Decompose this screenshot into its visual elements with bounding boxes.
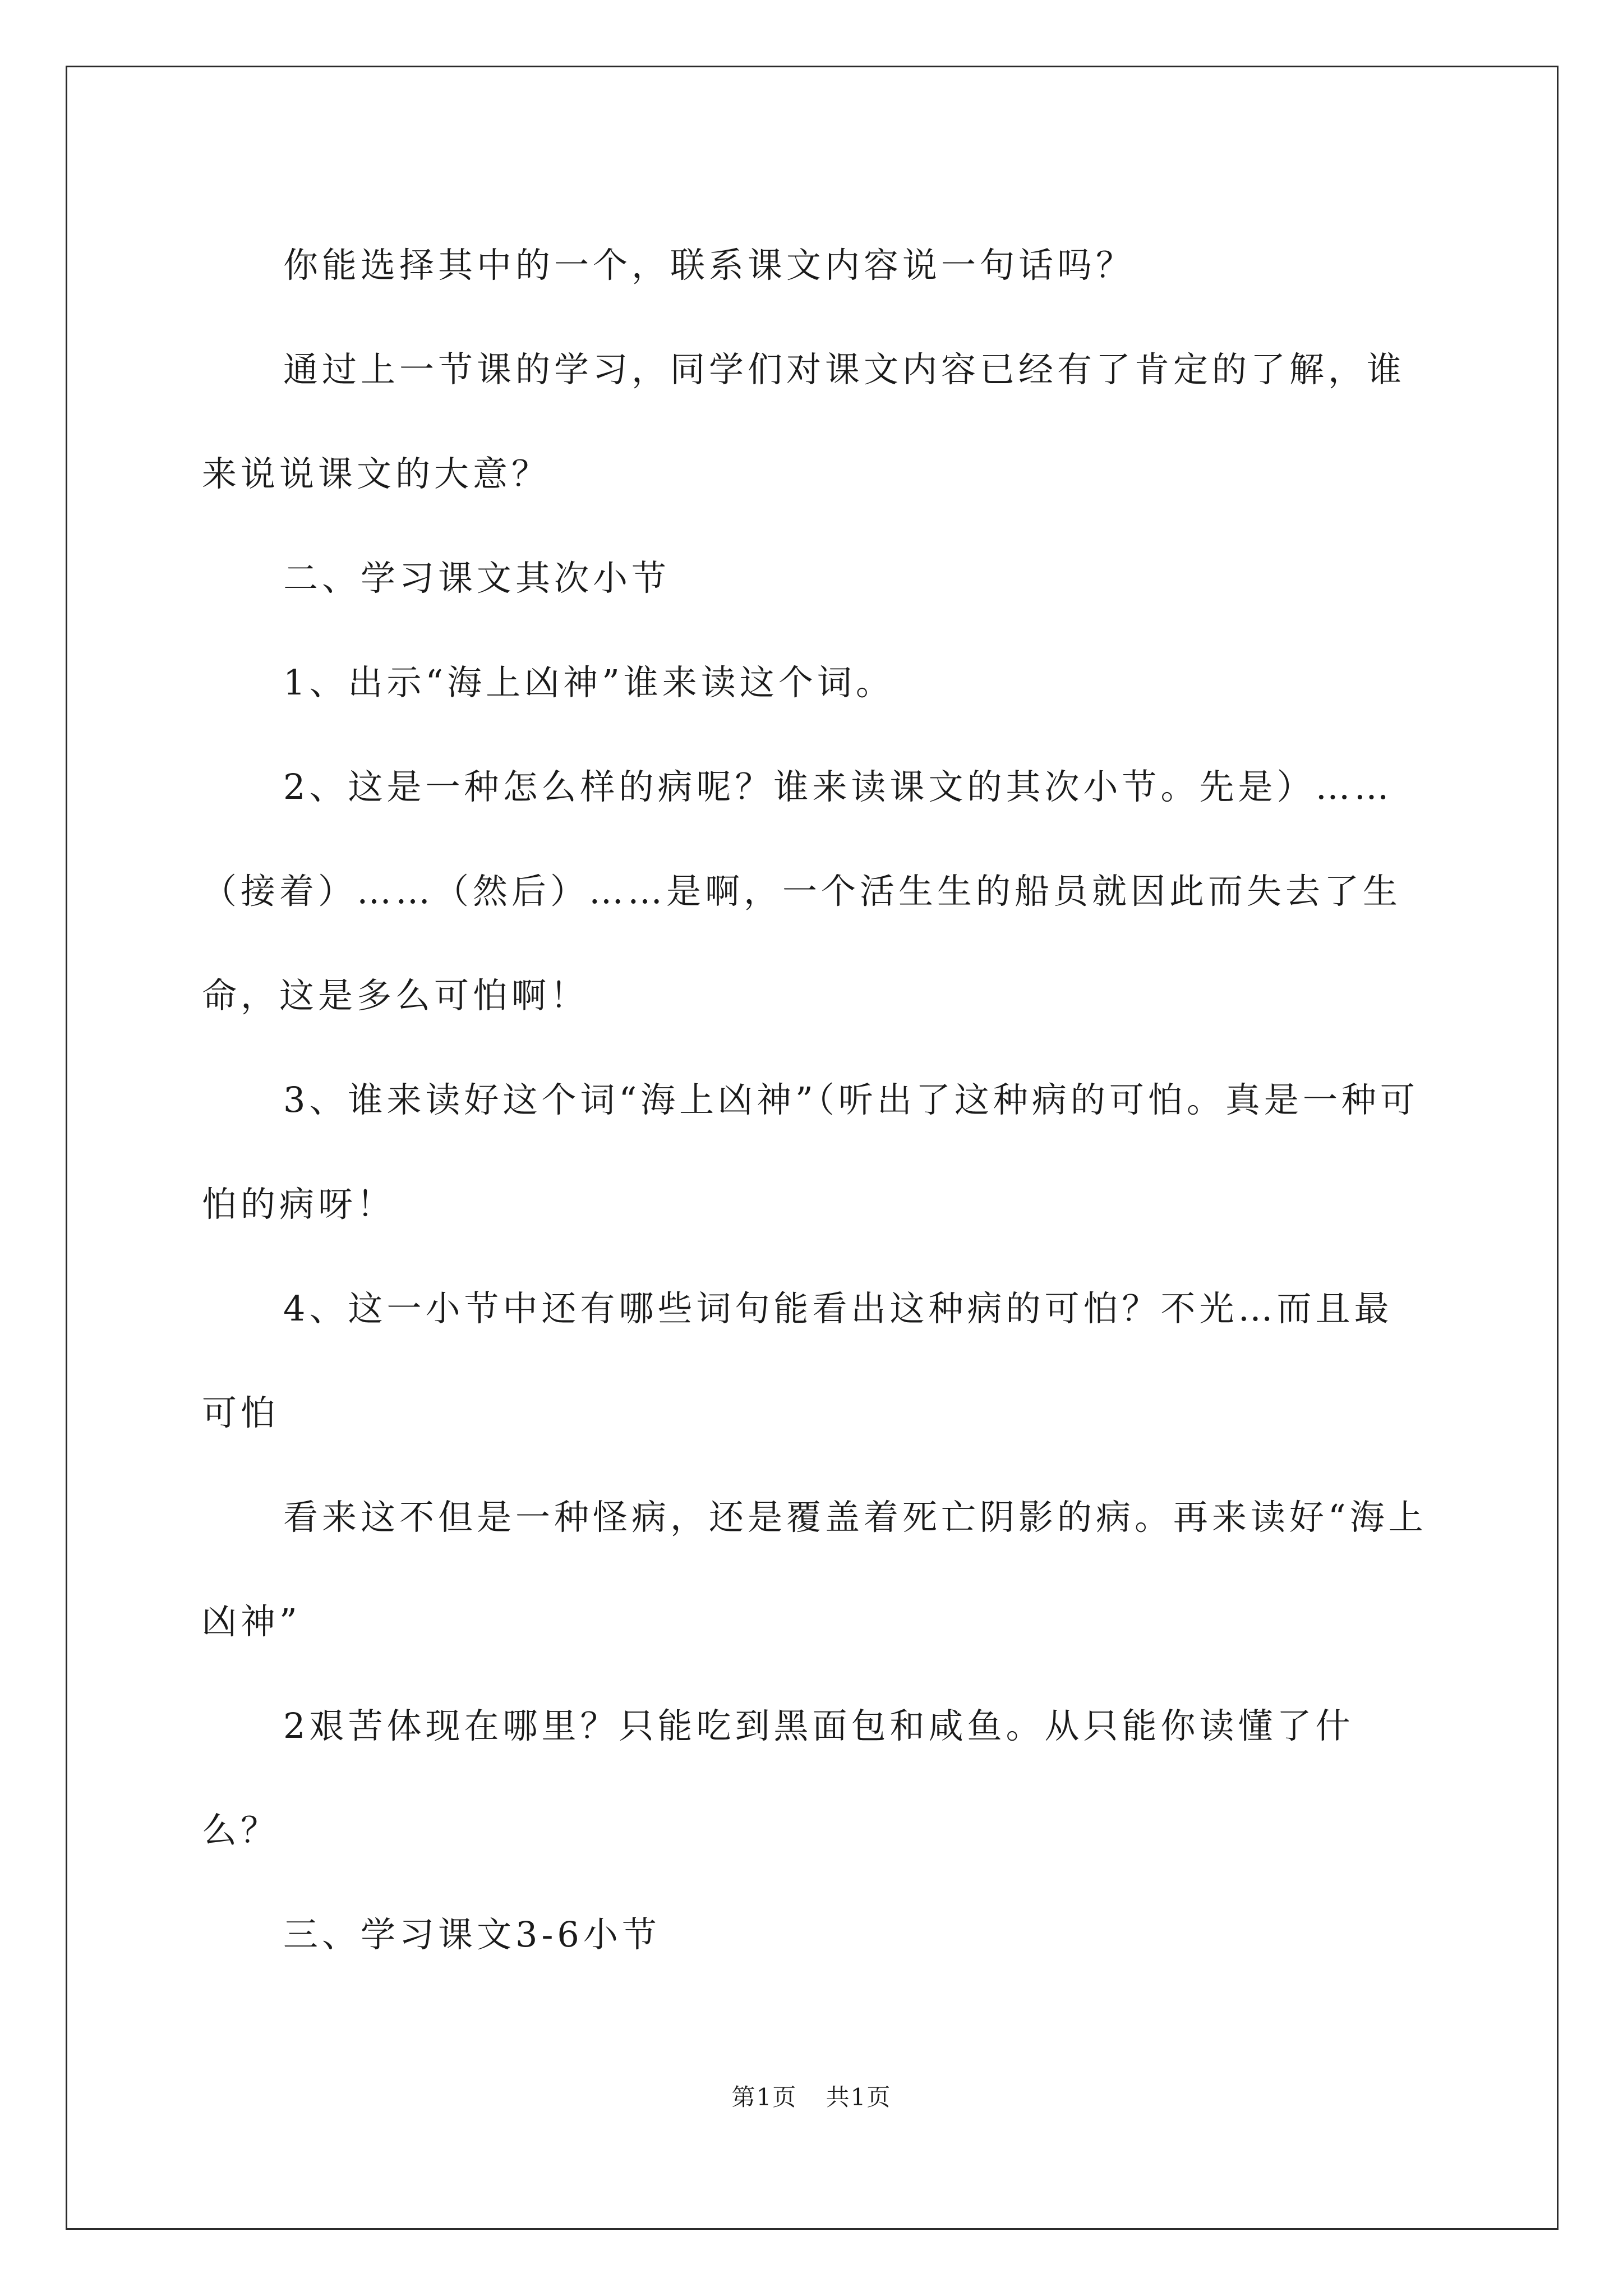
page-footer [0, 2079, 1623, 2113]
page-total: 共1页 [826, 2083, 892, 2111]
paragraph: 看来这不但是一种怪病，还是覆盖着死亡阴影的病。再来读好“海上凶神” [202, 1497, 1427, 1642]
paragraph: 3、谁来读好这个词“海上凶神”（听出了这种病的可怕。真是一种可怕的病呀！ [202, 1079, 1419, 1225]
paragraph: 2艰苦体现在哪里？只能吃到黑面包和咸鱼。从只能你读懂了什么？ [202, 1705, 1354, 1851]
section-heading: 二、学习课文其次小节 [283, 558, 671, 599]
paragraph: 1、出示“海上凶神”谁来读这个词。 [283, 662, 895, 703]
section-heading: 三、学习课文3-6小节 [283, 1914, 661, 1955]
paragraph: 你能选择其中的一个，联系课文内容说一句话吗？ [283, 245, 1135, 286]
paragraph: 2、这是一种怎么样的病呢？谁来读课文的其次小节。先是）……（接着）……（然后）……是啊，一个活生生的船员就因此而失去了生命，这是多么可怕啊！ [202, 766, 1402, 1016]
paragraph: 4、这一小节中还有哪些词句能看出这种病的可怕？不光…而且最可怕 [202, 1288, 1393, 1433]
document-body [202, 213, 1430, 1987]
paragraph: 通过上一节课的学习，同学们对课文内容已经有了肯定的了解，谁来说说课文的大意？ [202, 349, 1406, 494]
page-number: 第1页 [731, 2083, 797, 2111]
